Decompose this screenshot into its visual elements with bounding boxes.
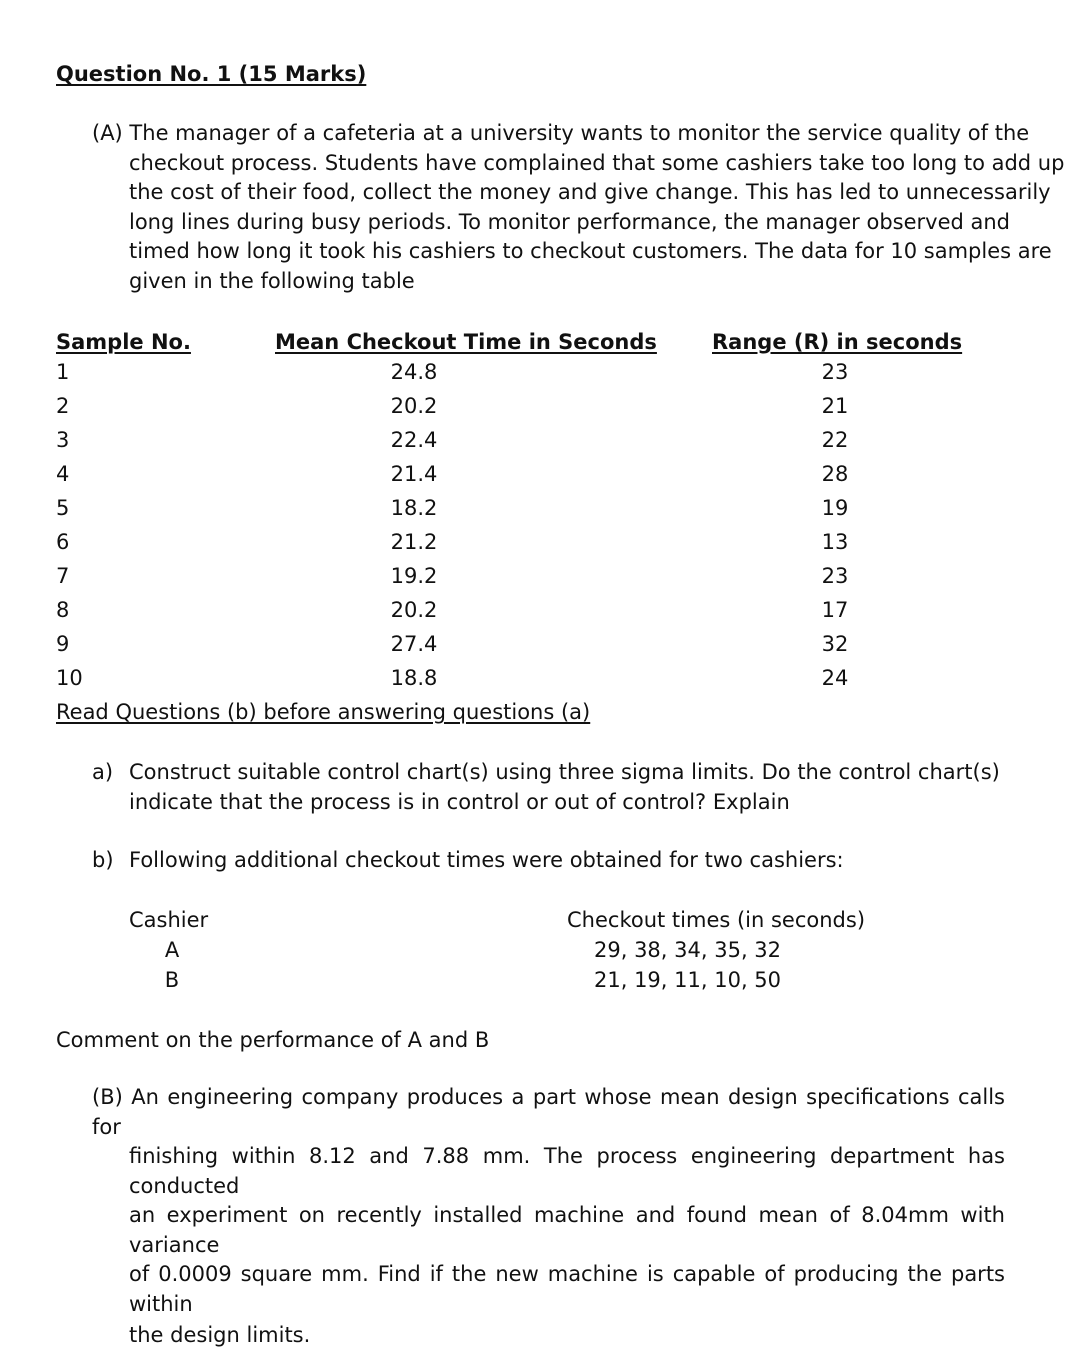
cell-mean: 24.8	[390, 360, 438, 384]
header-mean-checkout: Mean Checkout Time in Seconds	[275, 330, 657, 354]
cashier-name: B	[164, 968, 180, 992]
cell-range: 17	[821, 598, 849, 622]
table-row	[0, 389, 1078, 423]
part-a-line: long lines during busy periods. To monitor performance, the manager observed and	[129, 209, 1011, 234]
cell-mean: 19.2	[390, 564, 438, 588]
cell-sample: 6	[56, 530, 70, 554]
cashier-header: Cashier	[129, 908, 209, 932]
cell-range: 24	[821, 666, 849, 690]
cell-sample: 2	[56, 394, 70, 418]
table-row	[0, 355, 1078, 389]
cell-range: 32	[821, 632, 849, 656]
part-b-paragraph	[92, 1083, 1005, 1351]
checkout-times-header: Checkout times (in seconds)	[567, 908, 866, 932]
subq-a-line: Construct suitable control chart(s) using three sigma limits. Do the control chart(s)	[129, 760, 1000, 784]
header-sample-no: Sample No.	[56, 330, 191, 354]
part-a-line: the cost of their food, collect the money and give change. This has led to unnecessarily	[129, 180, 1051, 204]
part-b-line: an experiment on recently installed machine and found mean of 8.04mm with variance	[129, 1203, 1005, 1257]
table-row	[0, 593, 1078, 627]
part-a-line: timed how long it took his cashiers to checkout customers. The data for 10 samples are	[129, 239, 1052, 263]
subq-b-text: Following additional checkout times were obtained for two cashiers:	[129, 848, 844, 872]
question-title: Question No. 1 (15 Marks)	[56, 62, 367, 86]
cell-mean: 27.4	[390, 632, 438, 656]
part-b-line: (B) An engineering company produces a part whose mean design specifications calls for	[92, 1085, 1005, 1139]
cashier-name: A	[164, 938, 180, 962]
subq-a-label: a)	[92, 760, 114, 784]
table-row	[0, 423, 1078, 457]
part-b-line: the design limits.	[129, 1323, 311, 1347]
cell-sample: 1	[56, 360, 70, 384]
cell-range: 21	[821, 394, 849, 418]
part-b-line: finishing within 8.12 and 7.88 mm. The process engineering department has conducted	[129, 1144, 1005, 1198]
cell-range: 23	[821, 564, 849, 588]
part-a-line: given in the following table	[129, 268, 415, 293]
cell-sample: 5	[56, 496, 70, 520]
cell-range: 22	[821, 428, 849, 452]
table-row	[0, 457, 1078, 491]
cell-mean: 20.2	[390, 598, 438, 622]
table-row	[0, 491, 1078, 525]
cell-range: 23	[821, 360, 849, 384]
cell-mean: 22.4	[390, 428, 438, 452]
cell-mean: 21.4	[390, 462, 438, 486]
checkout-times: 29, 38, 34, 35, 32	[594, 938, 782, 962]
cell-range: 13	[821, 530, 849, 554]
cell-range: 28	[821, 462, 849, 486]
cell-sample: 9	[56, 632, 70, 656]
cell-sample: 8	[56, 598, 70, 622]
table-row	[0, 661, 1078, 695]
cell-mean: 20.2	[390, 394, 438, 418]
cell-range: 19	[821, 496, 849, 520]
header-range: Range (R) in seconds	[712, 330, 963, 354]
cell-mean: 18.8	[390, 666, 438, 690]
cell-sample: 3	[56, 428, 70, 452]
subq-a-text	[129, 757, 1000, 817]
part-a-line: (A) The manager of a cafeteria at a university wants to monitor the service quality of the	[92, 121, 1030, 145]
cell-sample: 4	[56, 462, 70, 486]
table-row	[0, 627, 1078, 661]
comment-text: Comment on the performance of A and B	[56, 1028, 490, 1052]
part-a-paragraph	[92, 119, 1064, 296]
subq-b-label: b)	[92, 848, 114, 872]
table-row	[0, 525, 1078, 559]
part-a-line: checkout process. Students have complained that some cashiers take too long to add up	[129, 150, 1065, 175]
cell-mean: 21.2	[390, 530, 438, 554]
cell-sample: 10	[56, 666, 83, 690]
cell-sample: 7	[56, 564, 70, 588]
subq-a-line: indicate that the process is in control or out of control? Explain	[129, 790, 790, 814]
table-row	[0, 559, 1078, 593]
part-b-line: of 0.0009 square mm. Find if the new machine is capable of producing the parts within	[129, 1262, 1005, 1316]
checkout-times: 21, 19, 11, 10, 50	[594, 968, 782, 992]
cell-mean: 18.2	[390, 496, 438, 520]
read-note: Read Questions (b) before answering questions (a)	[56, 700, 591, 724]
